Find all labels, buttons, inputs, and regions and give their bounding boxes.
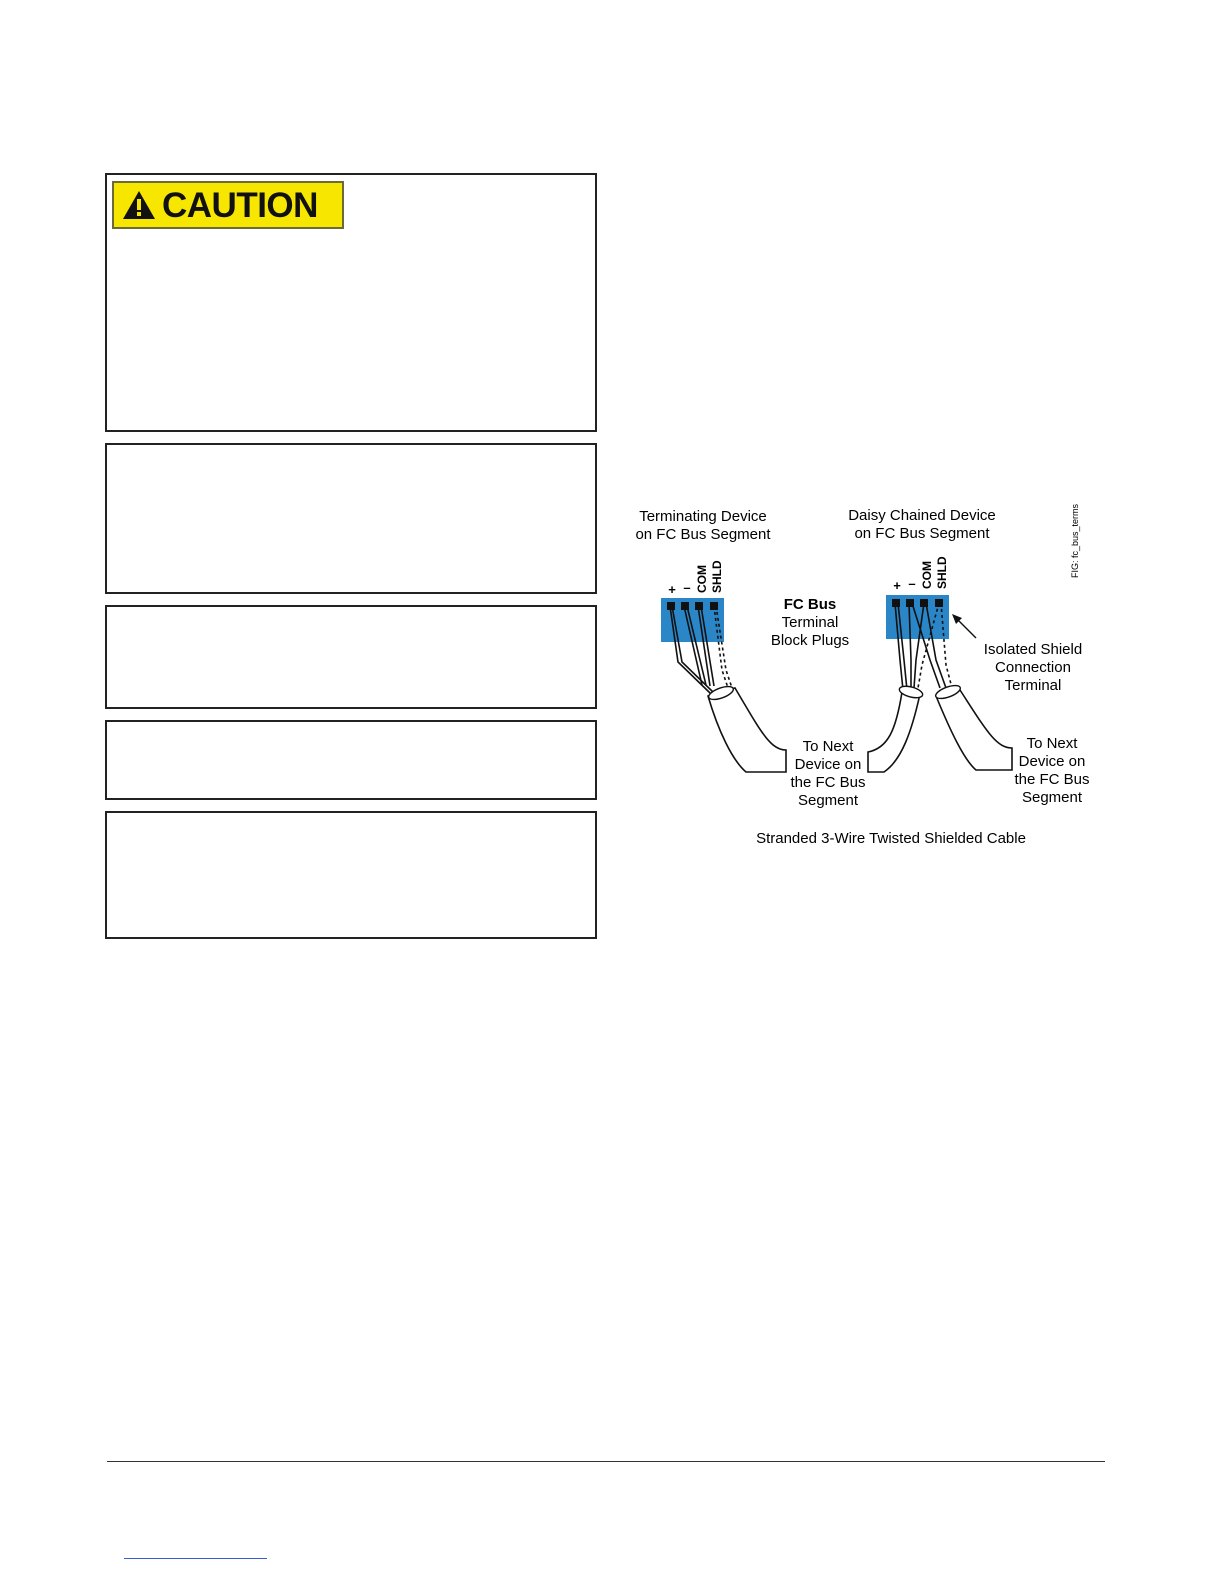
right-cable-left (868, 692, 920, 772)
plugs-label-3: Block Plugs (770, 632, 850, 649)
next-left-4: Segment (797, 792, 859, 809)
terminating-title-1: Terminating Device (639, 508, 767, 525)
left-shld-label: SHLD (710, 560, 724, 593)
warning-triangle-icon (122, 190, 156, 220)
left-minus-label: – (683, 580, 691, 595)
right-minus-label: – (908, 576, 916, 591)
figure-tag: FIG: fc_bus_terms (1070, 503, 1080, 578)
fc-bus-wiring-figure (600, 490, 1100, 860)
caution-text: CAUTION (162, 185, 318, 225)
next-left-1: To Next (802, 738, 854, 755)
next-left-2: Device on (794, 756, 862, 773)
plugs-label-bold: FC Bus (783, 596, 837, 613)
left-plus-label: + (668, 582, 676, 597)
footer-rule (107, 1461, 1105, 1462)
next-right-3: the FC Bus (1014, 771, 1090, 788)
daisy-title-1: Daisy Chained Device (848, 507, 996, 524)
next-right-2: Device on (1018, 753, 1086, 770)
shield-label-3: Terminal (1004, 677, 1062, 694)
figure-caption: Stranded 3-Wire Twisted Shielded Cable (756, 830, 1026, 847)
right-shld-label: SHLD (935, 556, 949, 589)
daisy-title-2: on FC Bus Segment (854, 525, 990, 542)
right-com-label: COM (920, 561, 934, 589)
next-right-4: Segment (1021, 789, 1083, 806)
left-terminal-block (661, 598, 724, 642)
shield-label-2: Connection (995, 659, 1071, 676)
left-cable (708, 688, 786, 772)
shield-label-1: Isolated Shield (983, 641, 1083, 658)
notice-box-5 (105, 811, 597, 939)
right-cable-right (936, 690, 1012, 770)
caution-label (112, 181, 344, 229)
plugs-label-2: Terminal (781, 614, 839, 631)
wiring-diagram (600, 490, 1100, 860)
notice-box-3 (105, 605, 597, 709)
caution-notice-box (105, 173, 597, 432)
shield-arrow (952, 614, 976, 638)
notice-box-2 (105, 443, 597, 594)
right-plus-label: + (893, 578, 901, 593)
notice-box-4 (105, 720, 597, 800)
next-left-3: the FC Bus (790, 774, 866, 791)
next-right-1: To Next (1026, 735, 1078, 752)
terminating-title-2: on FC Bus Segment (635, 526, 771, 543)
left-com-label: COM (695, 565, 709, 593)
footer-link-underline (124, 1558, 267, 1559)
